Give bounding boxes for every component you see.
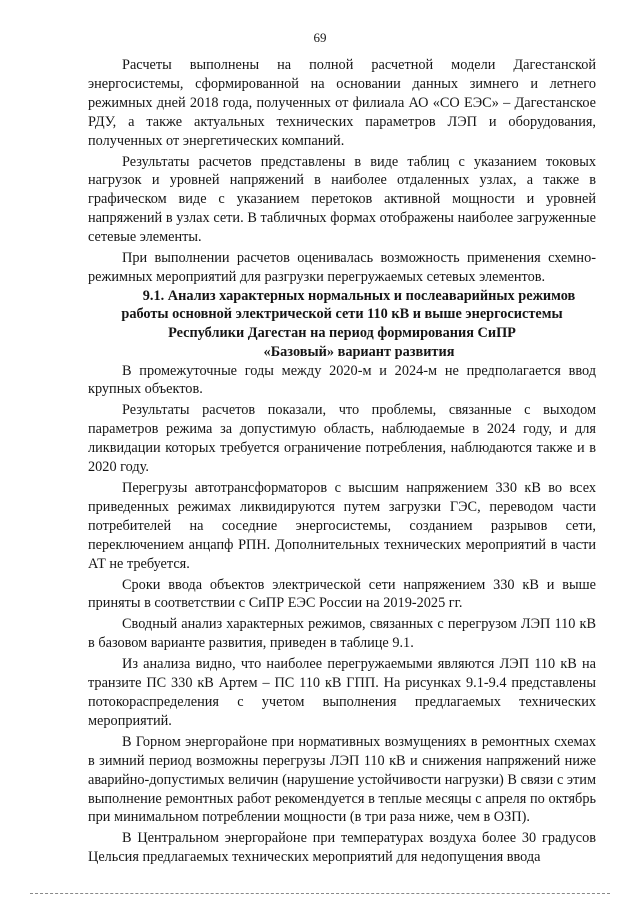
section-heading: 9.1. Анализ характерных нормальных и послеаварийных режимов работы основной электрической сети 110 кВ и выше энергосистемы Республики Дагестан на период формирования СиПР <box>121 287 576 342</box>
intro-paragraph-1: Расчеты выполнены на полной расчетной модели Дагестанской энергосистемы, сформированной на основании данных зимнего и летнего режимных дней 2018 года, полученных от филиала АО «СО ЕЭС» – Дагестанское РДУ, а также актуальных технических параметров ЛЭП и оборудования, полученных от энергетических компаний. <box>88 57 596 149</box>
intro-paragraph-2: Результаты расчетов представлены в виде таблиц с указанием токовых нагрузок и уровней напряжений в наиболее отдаленных узлах, а также в графическом виде с указанием перетоков активной мощности и уровней напряжений в узлах сети. В табличных формах отображены наиболее загруженные сетевые элементы. <box>88 153 596 246</box>
page-number: 69 <box>313 30 327 45</box>
body-paragraph-3: Перегрузы автотрансформаторов с высшим напряжением 330 кВ во всех приведенных режимах ликвидируются путем загрузки ГЭС, переводом части потребителей на соседние энергосистемы, созданием разрывов сети, переключением анцапф РПН. Дополнительных технических мероприятий в части АТ не требуется. <box>88 480 596 572</box>
page-content <box>88 56 596 867</box>
body-paragraph-7: В Горном энергорайоне при нормативных возмущениях в ремонтных схемах в зимний период возможны перегрузы ЛЭП 110 кВ и снижения напряжений ниже аварийно-допустимых величин (нарушение устойчивости нагрузки) В связи с этим выполнение ремонтных работ рекомендуется в теплые месяцы с апреля по октябрь при минимальном потреблении мощности (в три раза ниже, чем в ОЗП). <box>88 733 596 826</box>
intro-paragraph-3: При выполнении расчетов оценивалась возможность применения схемно-режимных мероприятий для разгрузки перегружаемых сетевых элементов. <box>88 250 596 285</box>
body-paragraph-4: Сроки ввода объектов электрической сети напряжением 330 кВ и выше приняты в соответствии с СиПР ЕЭС России на 2019-2025 гг. <box>88 576 596 612</box>
body-paragraph-5: Сводный анализ характерных режимов, связанных с перегрузом ЛЭП 110 кВ в базовом варианте развития, приведен в таблице 9.1. <box>88 616 596 652</box>
body-paragraph-1: В промежуточные годы между 2020-м и 2024-м не предполагается ввод крупных объектов. <box>88 362 596 398</box>
body-paragraph-2: Результаты расчетов показали, что проблемы, связанные с выходом параметров режима за допустимую область, наблюдаемые в 2024 году, и для ликвидации которых требуется ограничение потребления, наблюдаются также и в 2020 году. <box>88 402 596 476</box>
body-paragraph-6: Из анализа видно, что наиболее перегружаемыми являются ЛЭП 110 кВ на транзите ПС 330 кВ Артем – ПС 110 кВ ГПП. На рисунках 9.1-9.4 представлены потокораспределения с учетом выполнения предлагаемых технических мероприятий. <box>88 656 596 729</box>
body-paragraph-8: В Центральном энергорайоне при температурах воздуха более 30 градусов Цельсия предлагаемых технических мероприятий для недопущения ввода <box>88 830 596 866</box>
page-bottom-divider <box>30 893 610 894</box>
section-subheading: «Базовый» вариант развития <box>263 343 455 360</box>
